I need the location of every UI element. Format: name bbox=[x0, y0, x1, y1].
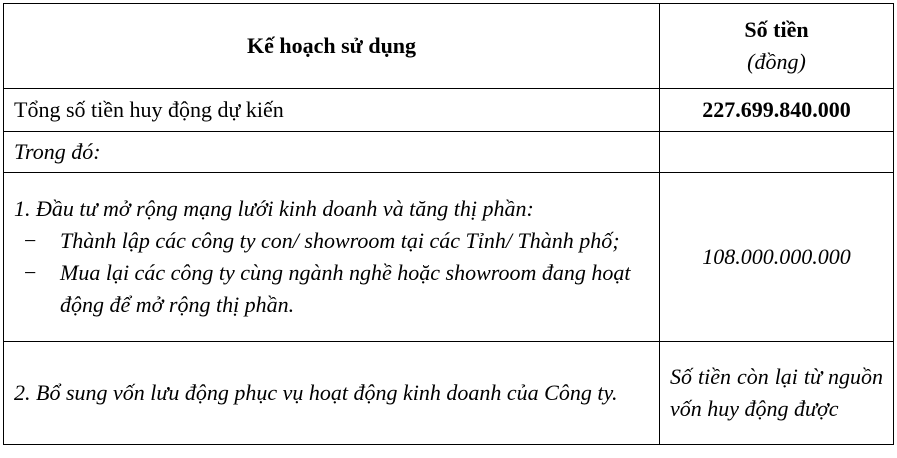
table-row-total bbox=[4, 89, 894, 132]
item1-bullet-text: Mua lại các công ty cùng ngành nghề hoặc showroom đang hoạt động để mở rộng thị phần. bbox=[60, 260, 631, 317]
header-amount-unit: (đồng) bbox=[747, 49, 806, 74]
capital-use-table bbox=[3, 3, 894, 445]
among-label: Trong đó: bbox=[4, 132, 660, 173]
table-header-row bbox=[4, 4, 894, 89]
bullet-dash: − bbox=[24, 228, 37, 253]
item1-bullet bbox=[14, 257, 649, 321]
among-value-empty bbox=[660, 132, 894, 173]
table-row-among bbox=[4, 132, 894, 173]
item2-plan: 2. Bổ sung vốn lưu động phục vụ hoạt động kinh doanh của Công ty. bbox=[4, 342, 660, 445]
total-label: Tổng số tiền huy động dự kiến bbox=[4, 89, 660, 132]
item1-value: 108.000.000.000 bbox=[660, 173, 894, 342]
item2-value: Số tiền còn lại từ nguồn vốn huy động được bbox=[660, 342, 894, 445]
header-amount-label: Số tiền bbox=[744, 17, 809, 42]
bullet-dash: − bbox=[24, 260, 37, 285]
table-row-item-2 bbox=[4, 342, 894, 445]
header-plan: Kế hoạch sử dụng bbox=[4, 4, 660, 89]
item1-bullet-text: Thành lập các công ty con/ showroom tại các Tỉnh/ Thành phố; bbox=[60, 228, 620, 253]
table-row-item-1 bbox=[4, 173, 894, 342]
item1-title: 1. Đầu tư mở rộng mạng lưới kinh doanh và tăng thị phần: bbox=[14, 196, 534, 221]
item1-bullet bbox=[14, 225, 649, 257]
total-value: 227.699.840.000 bbox=[660, 89, 894, 132]
item1-plan bbox=[4, 173, 660, 342]
header-amount bbox=[660, 4, 894, 89]
